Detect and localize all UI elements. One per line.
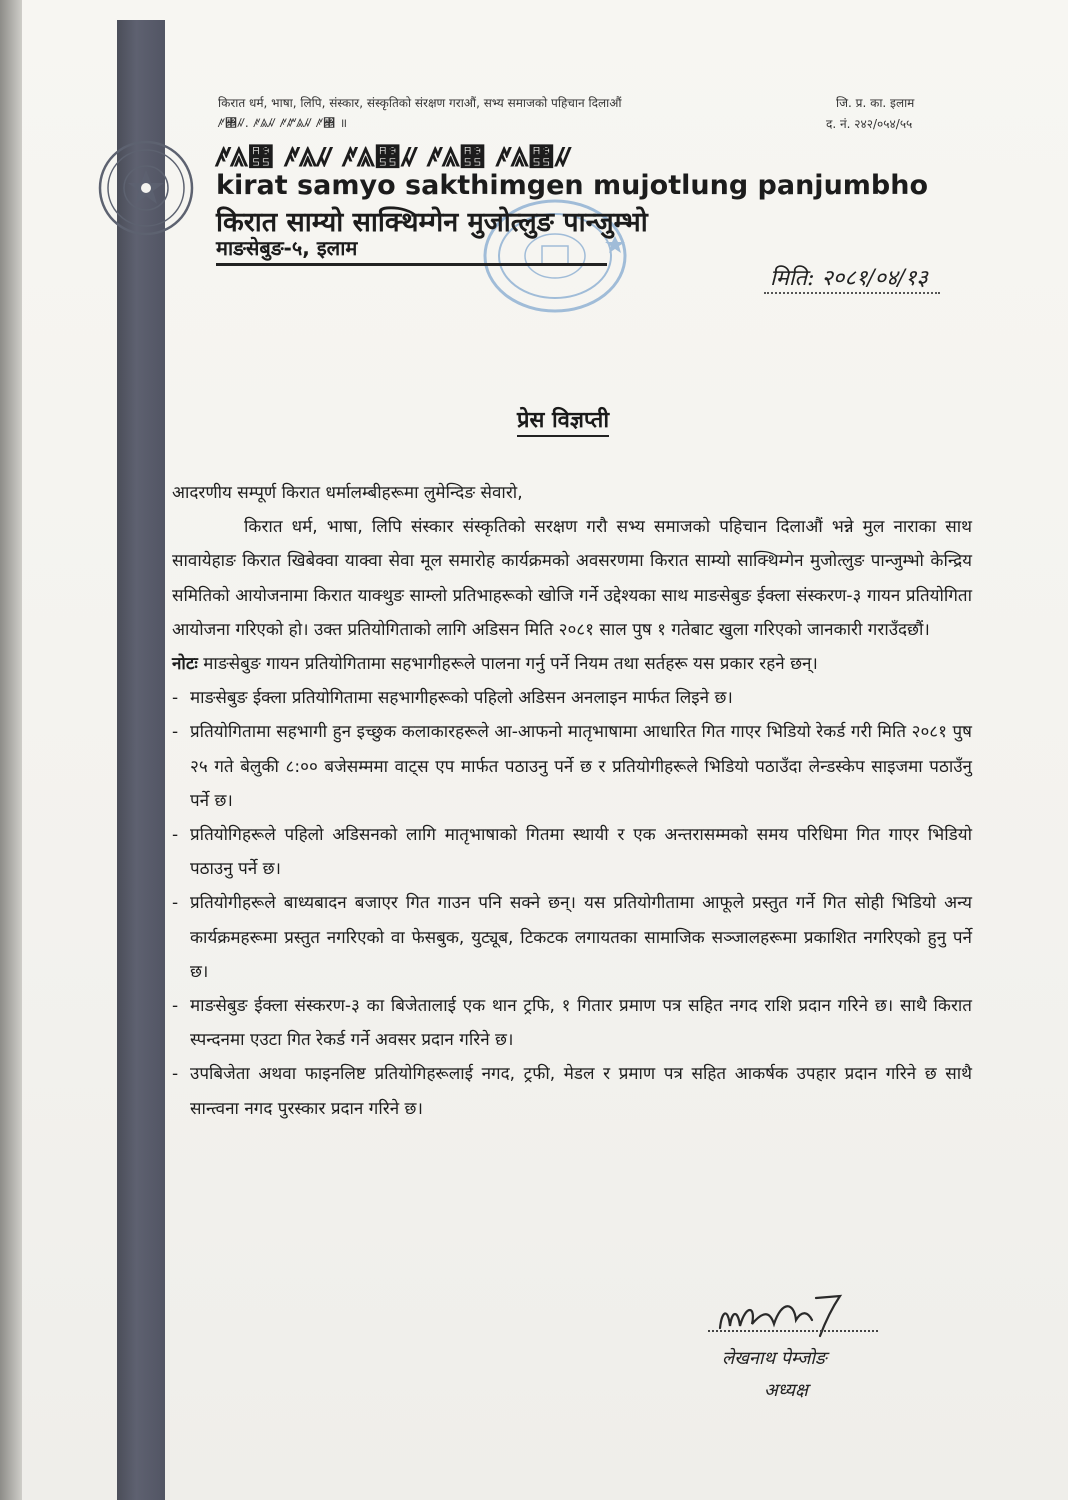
- main-paragraph: किरात धर्म, भाषा, लिपि संस्कार संस्कृतिको सरक्षण गरौ सभ्य समाजको पहिचान दिलाऔं भन्ने मुल नाराका साथ सावायेहाङ किरात खिबेक्वा याक्वा सेवा मूल समारोह कार्यक्रमको अवसरणमा किरात साम्यो साक्थिम्गेन मुजोत्लुङ पान्जुम्भो केन्द्रिय समितिको आयोजनामा किरात याक्थुङ साम्लो प्रतिभाहरूको खोजि गर्ने उद्देश्यका साथ माङसेबुङ ईक्ला संस्करण-३ गायन प्रतियोगिता आयोजना गरिएको हो। उक्त प्रतियोगिताको लागि अडिसन मिति २०८१ साल पुष १ गतेबाट खुला गरिएको जानकारी गराउँदछौं।: [172, 517, 972, 640]
- org-address: माङसेबुङ-५, इलाम: [216, 234, 607, 266]
- signatory-title: अध्यक्ष: [764, 1380, 808, 1401]
- list-item: [172, 886, 972, 989]
- document-body: [172, 476, 972, 1126]
- rule-dash: -: [172, 1064, 179, 1085]
- note-text: माङसेबुङ गायन प्रतियोगितामा सहभागीहरूले पालना गर्नु पर्ने नियम तथा सर्तहरू यस प्रकार रहने छन्।: [197, 654, 818, 675]
- rule-text: प्रतियोगीहरूले बाध्यबादन बजाएर गित गाउन पनि सक्ने छन्। यस प्रतियोगीतामा आफूले प्रस्तुत गर्ने गित सोही भिडियो अन्य कार्यक्रमहरूमा प्रस्तुत नगरिएको वा फेसबुक, युट्यूब, टिकटक लगायतका सामाजिक सञ्जालहरूमा प्रकाशित नगरिएको हुनु पर्ने छ।: [190, 893, 972, 982]
- rule-text: उपबिजेता अथवा फाइनलिष्ट प्रतियोगिहरूलाई नगद, ट्रफी, मेडल र प्रमाण पत्र सहित आकर्षक उपहार प्रदान गरिने छ साथै सान्त्वना नगद पुरस्कार प्रदान गरिने छ।: [190, 1064, 972, 1119]
- rule-dash: -: [172, 825, 179, 846]
- list-item: [172, 1057, 972, 1125]
- rules-list: [172, 681, 972, 1126]
- rule-dash: -: [172, 893, 179, 914]
- letterhead-tagline-script: ꥆ꥕ꥂ. ꥆꥃꥂ ꥆꥅꥃꥂ ꥆ꥕ ॥: [218, 116, 348, 130]
- document-title: प्रेस विज्ञप्ती: [517, 408, 609, 437]
- list-item: [172, 989, 972, 1057]
- registration-number: द. नं. २४२/०५४/५५: [826, 117, 913, 131]
- rule-text: माङसेबुङ ईक्ला संस्करण-३ का बिजेतालाई एक थान ट्रफि, १ गितार प्रमाण पत्र सहित नगद राशि प्रदान गरिने छ। साथै किरात स्पन्दनमा एउटा गित रेकर्ड गर्ने अवसर प्रदान गरिने छ।: [190, 996, 972, 1051]
- rule-dash: -: [172, 688, 179, 709]
- document-title-wrap: [0, 404, 1068, 434]
- note-label: नोटः: [172, 654, 198, 675]
- org-name-latin: kirat samyo sakthimgen mujotlung panjumbho: [216, 170, 929, 201]
- rule-text: प्रतियोगिहरूले पहिलो अडिसनको लागि मातृभाषाको गितमा स्थायी र एक अन्तरासम्मको समय परिधिमा गित गाएर भिडियो पठाउनु पर्ने छ।: [190, 825, 972, 880]
- handwritten-date: मिति: २०८१/०४/१३: [770, 262, 928, 292]
- list-item: [172, 715, 972, 818]
- signature-line: [708, 1330, 878, 1332]
- org-name-devanagari: किरात साम्यो साक्थिम्गेन मुजोत्लुङ पान्जुम्भो: [216, 207, 648, 238]
- rule-dash: -: [172, 996, 179, 1017]
- rule-text: माङसेबुङ ईक्ला प्रतियोगितामा सहभागीहरूको पहिलो अडिसन अनलाइन मार्फत लिइने छ।: [190, 688, 733, 709]
- greeting: आदरणीय सम्पूर्ण किरात धर्मालम्बीहरूमा लुमेन्दिङ सेवारो,: [172, 483, 523, 503]
- organization-seal-icon: [96, 138, 196, 238]
- list-item: [172, 818, 972, 886]
- signatory-name: लेखनाथ पेम्जोङ: [722, 1348, 827, 1369]
- letterhead-stripe: [117, 20, 165, 1500]
- rule-text: प्रतियोगितामा सहभागी हुन इच्छुक कलाकारहरूले आ-आफनो मातृभाषामा आधारित गित गाएर भिडियो रेकर्ड गरी मिति २०८१ पुष २५ गते बेलुकी ८:०० बजेसम्ममा वाट्स एप मार्फत पठाउनु पर्ने छ र प्रतियोगीहरूले भिडियो पठाउँदा लेन्डस्केप साइजमा पठाउँनु पर्ने छ।: [190, 722, 972, 811]
- rule-dash: -: [172, 722, 179, 743]
- list-item: [172, 681, 972, 715]
- registration-office: जि. प्र. का. इलाम: [836, 96, 915, 110]
- page-edge-shadow: [0, 0, 22, 1500]
- note: [172, 647, 972, 681]
- org-name-script: ꥆꥃ꥕ ꥆꥃꥂ ꥆꥃ꥕ꥂ ꥆꥃ꥕ ꥆꥃ꥕ꥂ: [216, 143, 572, 173]
- letterhead-tagline: किरात धर्म, भाषा, लिपि, संस्कार, संस्कृतिको संरक्षण गराऔं, सभ्य समाजको पहिचान दिलाऔं: [218, 96, 622, 110]
